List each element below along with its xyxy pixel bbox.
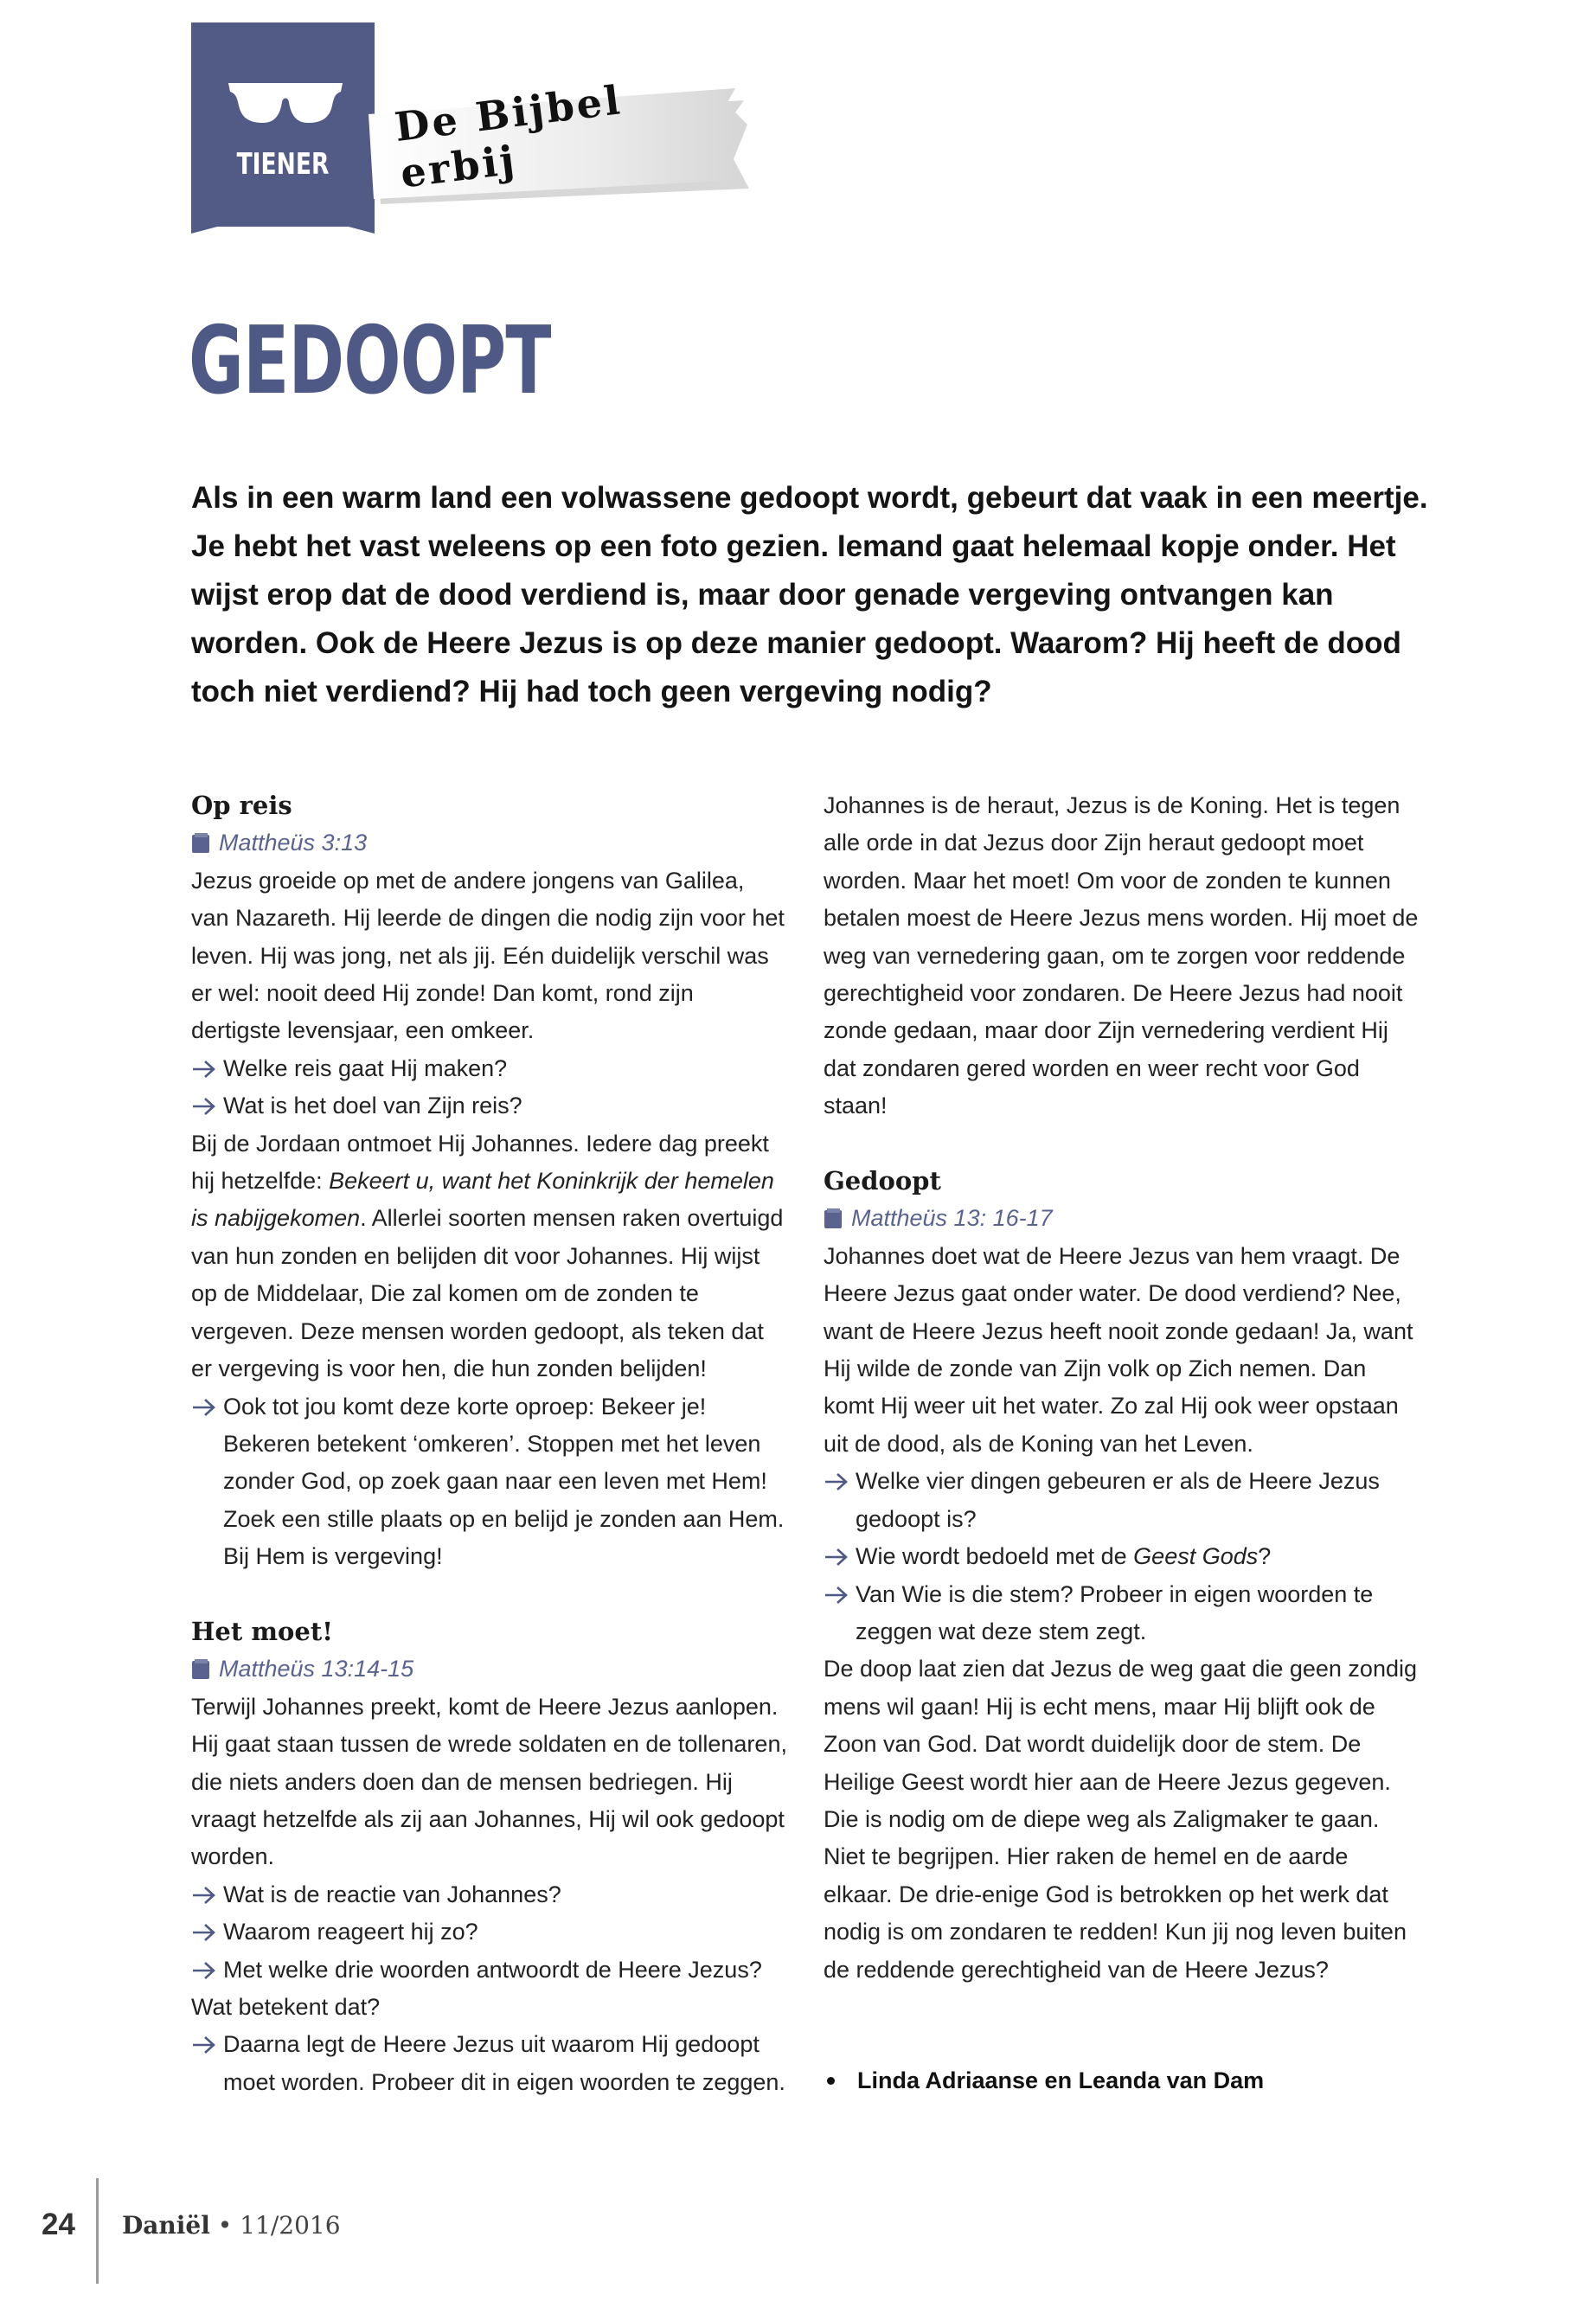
question-text: Wat is het doel van Zijn reis?	[223, 1093, 522, 1119]
book-icon	[191, 833, 210, 854]
question-text: Welke reis gaat Hij maken?	[223, 1054, 508, 1081]
question-item	[191, 1087, 788, 1125]
question-text: Wat is de reactie van Johannes?	[223, 1881, 561, 1907]
section-heading-op-reis: Op reis	[191, 791, 292, 820]
footer-divider	[96, 2178, 99, 2284]
arrow-right-icon	[824, 1585, 849, 1606]
arrow-right-icon	[824, 1547, 849, 1567]
question-item	[191, 2026, 788, 2101]
arrow-right-icon	[191, 1885, 217, 1906]
body-paragraph	[191, 1125, 788, 1388]
section-heading-het-moet: Het moet!	[191, 1616, 333, 1646]
bible-reference	[191, 824, 788, 862]
text-run: . Allerlei soorten mensen raken overtuigd van hun zonden en belijden dit voor Johannes. Hij wijst op de Middelaar, Die zal komen om de zonden te vergeven. Deze mensen worden gedoopt, als teken dat er vergeving is voor hen, die hun zonden belijden!	[191, 1205, 784, 1382]
body-paragraph: De doop laat zien dat Jezus de weg gaat die geen zondig mens wil gaan! Hij is echt mens, maar Hij blijft ook de Zoon van God. Dat wordt duidelijk door de stem. De Heilige Geest wordt hier aan de Heere Jezus gegeven. Die is nodig om de diepe weg als Zaligmaker te gaan. Niet te begrijpen. Hier raken de hemel en de aarde elkaar. De drie-enige God is betrokken op het werk dat nodig is om zondaren te redden! Kun jij nog leven buiten de reddende gerechtigheid van de Heere Jezus?	[824, 1656, 1417, 1983]
bullet-icon	[827, 2077, 835, 2085]
bible-reference	[191, 1650, 788, 1688]
arrow-right-icon	[191, 1096, 217, 1117]
text-run: Bij de Jordaan ontmoet Hij Johannes. Iedere dag preekt hij hetzelfde:	[191, 1130, 769, 1195]
book-icon	[824, 1208, 843, 1229]
question-text: Van Wie is die stem? Probeer in eigen woorden te zeggen wat deze stem zegt.	[856, 1580, 1374, 1644]
left-column	[191, 787, 788, 2101]
reference-text: Mattheüs 3:13	[219, 830, 368, 856]
question-text: Welke vier dingen gebeuren er als de Heere Jezus gedoopt is?	[856, 1468, 1380, 1532]
page-title: GEDOOPT	[189, 307, 551, 415]
arrow-right-icon	[191, 2035, 217, 2055]
lead-paragraph: Als in een warm land een volwassene gedoopt wordt, gebeurt dat vaak in een meertje. Je hebt het vast weleens op een foto gezien. Iemand gaat helemaal kopje onder. Het wijst erop dat de dood verdiend is, maar door genade vergeving ontvangen kan worden. Ook de Heere Jezus is op deze manier gedoopt. Waarom? Hij heeft de dood toch niet verdiend? Hij had toch geen vergeving nodig?	[191, 481, 1428, 708]
reference-text: Mattheüs 13:14-15	[219, 1656, 414, 1682]
scripture-quote: Bekeert u, want het Koninkrijk der hemelen is nabijgekomen	[191, 1168, 774, 1232]
footer-issue	[122, 2211, 341, 2240]
issue-number: 11/2016	[240, 2211, 341, 2240]
banner-title: De Bijbel erbij	[392, 76, 625, 197]
arrow-right-icon	[824, 1471, 849, 1492]
footer-separator: •	[217, 2211, 233, 2240]
right-column	[824, 787, 1420, 2099]
author-names: Linda Adriaanse en Leanda van Dam	[857, 2067, 1265, 2093]
section-heading-gedoopt: Gedoopt	[824, 1166, 941, 1196]
question-item	[824, 1538, 1420, 1575]
question-item	[191, 1050, 788, 1087]
magazine-name: Daniël	[122, 2211, 210, 2240]
glasses-icon	[225, 76, 346, 128]
body-paragraph: Terwijl Johannes preekt, komt de Heere Jezus aanlopen. Hij gaat staan tussen de wrede soldaten en de tollenaren, die niets anders doen dan de mensen bedriegen. Hij vraagt hetzelfde als zij aan Johannes, Hij wil ook gedoopt worden.	[191, 1693, 787, 1870]
badge-label: TIENER	[236, 147, 330, 182]
arrow-right-icon	[191, 1960, 217, 1981]
arrow-right-icon	[191, 1397, 217, 1418]
bible-reference	[824, 1200, 1420, 1237]
author-credit	[824, 2062, 1420, 2099]
question-continuation: Wat betekent dat?	[191, 1993, 381, 2020]
page-number: 24	[42, 2208, 75, 2241]
emphasis: Geest Gods	[1133, 1543, 1259, 1570]
question-text: Daarna legt de Heere Jezus uit waarom Hij gedoopt moet worden. Probeer dit in eigen woorden te zeggen.	[223, 2031, 785, 2095]
question-item	[191, 1913, 788, 1951]
body-paragraph: Jezus groeide op met de andere jongens van Galilea, van Nazareth. Hij leerde de dingen die nodig zijn voor het leven. Hij was jong, net als jij. Eén duidelijk verschil was er wel: nooit deed Hij zonde! Dan komt, rond zijn dertigste levensjaar, een omkeer.	[191, 867, 785, 1044]
question-text	[856, 1538, 1420, 1575]
question-text: Ook tot jou komt deze korte oproep: Bekeer je! Bekeren betekent ‘omkeren’. Stoppen met het leven zonder God, op zoek gaan naar een leven met Hem! Zoek een stille plaats op en belijd je zonden aan Hem. Bij Hem is vergeving!	[223, 1393, 785, 1570]
question-item	[824, 1576, 1420, 1651]
arrow-right-icon	[191, 1059, 217, 1080]
text-run: ?	[1258, 1543, 1272, 1570]
book-icon	[191, 1659, 210, 1680]
question-text: Waarom reageert hij zo?	[223, 1919, 478, 1945]
question-item	[191, 1876, 788, 1913]
question-text: Met welke drie woorden antwoordt de Heere Jezus?	[223, 1956, 762, 1983]
body-paragraph: Johannes is de heraut, Jezus is de Koning. Het is tegen alle orde in dat Jezus door Zijn heraut gedoopt moet worden. Maar het moet! Om voor de zonden te kunnen betalen moest de Heere Jezus mens worden. Hij moet de weg van vernedering gaan, om te zorgen voor reddende gerechtigheid voor zondaren. De Heere Jezus had nooit zonde gedaan, maar door Zijn vernedering verdient Hij dat zondaren gered worden en weer recht voor God staan!	[824, 792, 1419, 1119]
text-run: Wie wordt bedoeld met de	[856, 1543, 1134, 1570]
question-item	[191, 1952, 788, 1989]
body-paragraph: Johannes doet wat de Heere Jezus van hem vraagt. De Heere Jezus gaat onder water. De dood verdiend? Nee, want de Heere Jezus heeft nooit zonde gedaan! Ja, want Hij wilde de zonde van Zijn volk op Zich nemen. Dan komt Hij weer uit het water. Zo zal Hij ook weer opstaan uit de dood, als de Koning van het Leven.	[824, 1242, 1413, 1457]
reference-text: Mattheüs 13: 16-17	[851, 1205, 1053, 1232]
arrow-right-icon	[191, 1922, 217, 1943]
question-item	[191, 1388, 788, 1576]
question-item	[824, 1463, 1420, 1538]
badge-notch	[191, 190, 375, 234]
